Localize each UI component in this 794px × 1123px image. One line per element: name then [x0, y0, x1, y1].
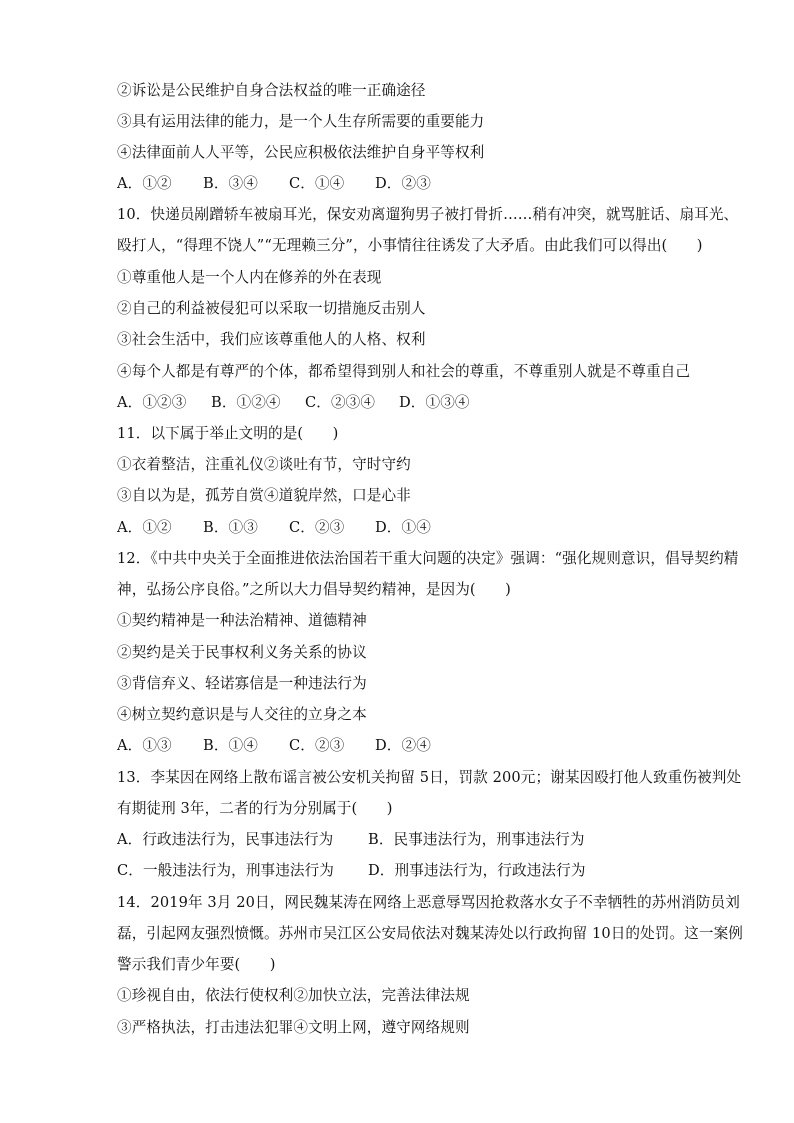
q13-option-c: C．一般违法行为，刑事违法行为 [117, 862, 334, 879]
q14-stem-line1: 14．2019年 3月 20日，网民魏某涛在网络上恶意辱骂因抢救落水女子不幸牺牲的苏州消防员刘 [117, 894, 740, 911]
q10-options [117, 391, 493, 415]
q12-statement-4: ④树立契约意识是与人交往的立身之本 [117, 706, 367, 723]
q12-statement-3: ③背信弃义、轻诺寡信是一种违法行为 [117, 675, 367, 692]
q13-stem-line2: 有期徒刑 3年，二者的行为分别属于( ) [117, 800, 393, 817]
q12-option-b: B．①④ [203, 737, 258, 754]
q9-statement-4: ④法律面前人人平等，公民应积极依法维护自身平等权利 [117, 144, 485, 161]
q12-stem-line2: 神，弘扬公序良俗。”之所以大力倡导契约精神，是因为( ) [117, 581, 511, 598]
q9-statement-2: ②诉讼是公民维护自身合法权益的唯一正确途径 [117, 82, 426, 99]
q13-stem-line1: 13．李某因在网络上散布谣言被公安机关拘留 5日，罚款 200元；谢某因殴打他人致重伤被判处 [117, 769, 742, 786]
q14-statements-3-4: ③严格执法，打击违法犯罪④文明上网，遵守网络规则 [117, 1019, 470, 1036]
q9-option-b: B．③④ [203, 175, 258, 192]
q10-stem-line1: 10．快递员剐蹭轿车被扇耳光，保安劝离遛狗男子被打骨折……稍有冲突，就骂脏话、扇耳光、 [117, 206, 739, 223]
q9-statement-3: ③具有运用法律的能力，是一个人生存所需要的重要能力 [117, 113, 485, 130]
q11-option-a: A．①② [117, 519, 172, 536]
q10-statement-2: ②自己的利益被侵犯可以采取一切措施反击别人 [117, 300, 426, 317]
q13-options-row1 [117, 828, 619, 852]
q12-options [117, 734, 461, 758]
q12-option-a: A．①③ [117, 737, 172, 754]
q14-stem-line3: 警示我们青少年要( ) [117, 956, 276, 973]
q10-statement-3: ③社会生活中，我们应该尊重他人的人格、权利 [117, 331, 426, 348]
q11-options [117, 516, 461, 540]
q12-option-c: C．②③ [289, 737, 345, 754]
q14-statements-1-2: ①珍视自由，依法行使权利②加快立法，完善法律法规 [117, 987, 470, 1004]
q11-option-b: B．①③ [203, 519, 258, 536]
q10-statement-4: ④每个人都是有尊严的个体，都希望得到别人和社会的尊重，不尊重别人就是不尊重自己 [117, 363, 691, 380]
q12-option-d: D．②④ [375, 737, 431, 754]
q9-option-a: A．①② [117, 175, 172, 192]
q11-option-d: D．①④ [375, 519, 431, 536]
q10-statement-1: ①尊重他人是一个人内在修养的外在表现 [117, 269, 382, 286]
q10-stem-line2: 殴打人，“得理不饶人”“无理赖三分”，小事情往往诱发了大矛盾。由此我们可以得出( ) [117, 237, 703, 254]
q14-stem-line2: 磊，引起网友强烈愤慨。苏州市吴江区公安局依法对魏某涛处以行政拘留 10日的处罚。这一案例 [117, 925, 743, 942]
q13-option-b: B．民事违法行为，刑事违法行为 [368, 831, 585, 848]
q12-statement-2: ②契约是关于民事权利义务关系的协议 [117, 644, 367, 661]
q9-option-c: C．①④ [289, 175, 345, 192]
q10-option-d: D．①③④ [399, 394, 470, 411]
q11-statements-3-4: ③自以为是，孤芳自赏④道貌岸然，口是心非 [117, 487, 411, 504]
q11-option-c: C．②③ [289, 519, 345, 536]
q9-options [117, 172, 461, 196]
q10-option-c: C．②③④ [305, 394, 376, 411]
q11-stem: 11．以下属于举止文明的是( ) [117, 425, 339, 442]
q10-option-b: B．①②④ [211, 394, 281, 411]
q12-stem-line1: 12．《中共中央关于全面推进依法治国若干重大问题的决定》强调：“强化规则意识，倡导契约精 [117, 550, 739, 567]
q13-option-d: D．刑事违法行为，行政违法行为 [368, 862, 586, 879]
q11-statements-1-2: ①衣着整洁，注重礼仪②谈吐有节，守时守约 [117, 456, 411, 473]
q13-options-row2 [117, 859, 619, 883]
q10-option-a: A．①②③ [117, 394, 187, 411]
q12-statement-1: ①契约精神是一种法治精神、道德精神 [117, 612, 367, 629]
q13-option-a: A．行政违法行为，民事违法行为 [117, 831, 334, 848]
q9-option-d: D．②③ [375, 175, 431, 192]
